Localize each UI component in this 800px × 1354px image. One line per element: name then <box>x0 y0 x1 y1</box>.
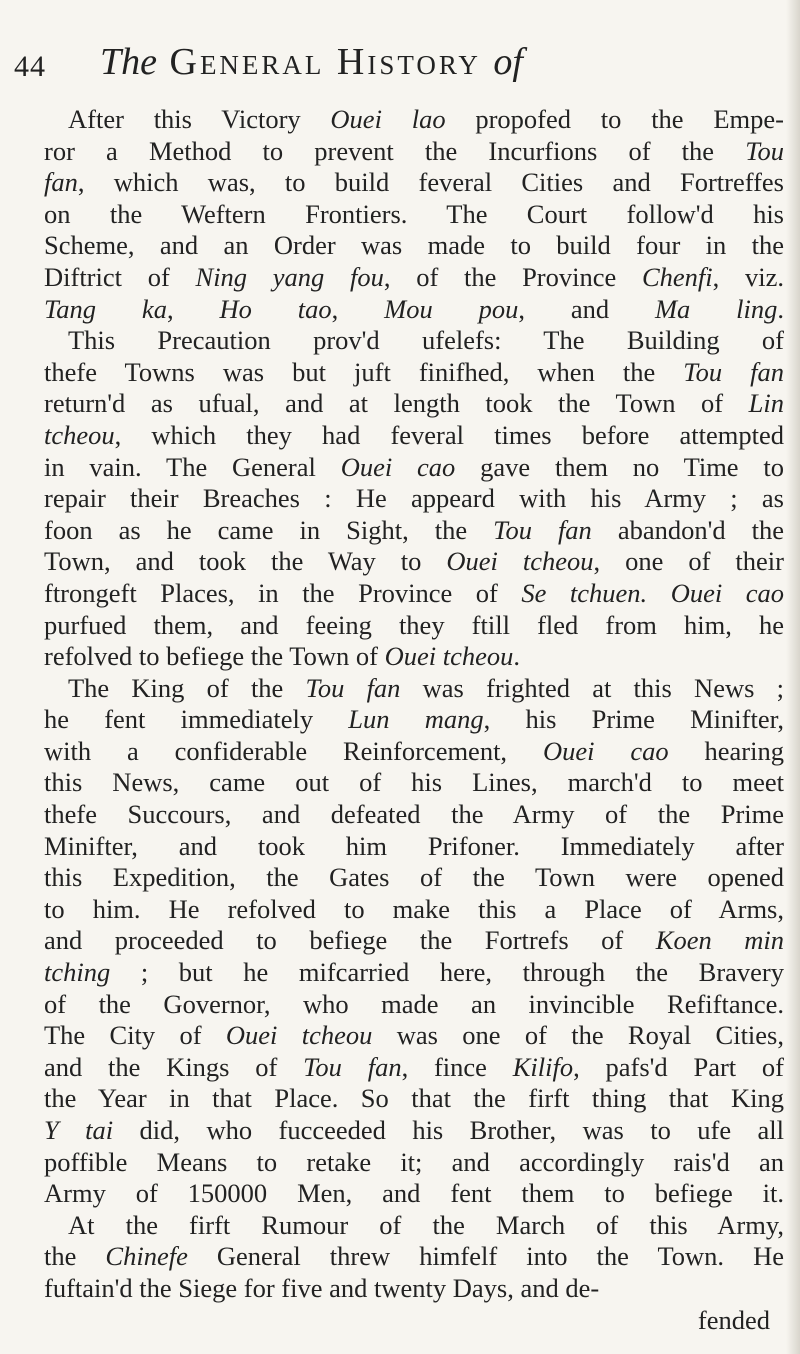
italic-text: Tang ka <box>44 293 167 324</box>
text-run: , of the Province <box>383 261 642 292</box>
italic-text: Tou fan <box>303 1051 402 1082</box>
text-run: to him. He refolved to make this a Place of Arms, <box>44 893 784 924</box>
text-line <box>44 388 784 420</box>
text-run: Army of 150000 Men, and fent them to befiege it. <box>44 1178 784 1209</box>
italic-text: Ma ling <box>654 293 778 324</box>
body-text <box>44 104 784 1336</box>
text-run: , his Prime Minifter, <box>483 704 784 735</box>
italic-text: Y tai <box>44 1115 114 1145</box>
text-run: gave them no Time to <box>455 451 784 482</box>
italic-text: Ouei cao <box>542 735 669 766</box>
text-line <box>44 230 784 262</box>
text-run: this Expedition, the Gates of the Town were opened <box>44 862 784 893</box>
text-line <box>44 420 784 452</box>
text-run: , and <box>518 293 655 324</box>
text-run: purfued them, and feeing they ftill fled from him, he <box>44 609 784 640</box>
text-run: Scheme, and an Order was made to build four in the <box>44 230 784 261</box>
text-run: and the Kings of <box>44 1051 304 1082</box>
text-run: . <box>777 293 785 324</box>
text-line <box>44 831 784 863</box>
italic-text: Kilifo <box>512 1051 574 1082</box>
text-line <box>44 1210 784 1242</box>
text-run: , viz. <box>712 261 785 292</box>
text-run: and proceeded to befiege the Fortrefs of <box>44 925 656 956</box>
italic-text: Ouei cao <box>340 451 456 482</box>
text-line <box>44 1178 784 1210</box>
italic-text: Koen min <box>655 925 784 956</box>
italic-text: Mou pou <box>384 293 519 324</box>
italic-text: Tou fan <box>683 356 784 387</box>
text-run: Diftrict of <box>44 261 196 292</box>
text-run: the Year in that Place. So that the firft thing that King <box>44 1083 784 1114</box>
text-line <box>44 515 784 547</box>
text-run: , which they had feveral times before attempted <box>114 419 784 450</box>
text-line <box>44 1305 784 1337</box>
text-run: , one of their <box>593 546 784 577</box>
italic-text: Ouei tcheou <box>384 641 514 672</box>
text-line <box>44 641 784 673</box>
italic-text: tcheou <box>44 419 115 450</box>
italic-text: Ning yang fou <box>195 261 384 292</box>
text-run: , <box>166 293 220 324</box>
text-run: , <box>331 293 385 324</box>
text-run: he fent immediately <box>44 704 349 735</box>
text-line <box>44 957 784 989</box>
text-line <box>44 483 784 515</box>
text-line <box>44 136 784 168</box>
text-run: , pafs'd Part of <box>573 1051 784 1082</box>
italic-text: tching <box>44 957 111 988</box>
text-line <box>44 1020 784 1052</box>
italic-text: Lun mang <box>348 704 484 735</box>
italic-text: Lin <box>748 388 784 419</box>
italic-text: Ho tao <box>219 293 332 324</box>
text-line <box>44 1273 784 1305</box>
text-run: foon as he came in Sight, the <box>44 514 494 545</box>
text-run: fended <box>697 1304 770 1335</box>
text-line <box>44 546 784 578</box>
text-line <box>44 325 784 357</box>
text-line <box>44 704 784 736</box>
text-run: this News, came out of his Lines, march'd to meet <box>44 767 784 798</box>
text-run: on the Weftern Frontiers. The Court follow'd his <box>44 198 784 229</box>
italic-text: Ouei tcheou <box>225 1020 373 1051</box>
text-run: did, who fucceeded his Brother, was to ufe all <box>113 1115 784 1145</box>
text-run: ror a Method to prevent the Incurfions of the <box>44 135 746 166</box>
text-run: of the Governor, who made an invincible Refiftance. <box>44 988 784 1019</box>
text-run: with a confiderable Reinforcement, <box>44 735 543 766</box>
text-line <box>44 452 784 484</box>
text-line <box>44 1115 784 1147</box>
text-line <box>44 262 784 294</box>
text-line <box>44 610 784 642</box>
text-run: was frighted at this News ; <box>400 672 784 703</box>
text-run: The City of <box>44 1020 226 1051</box>
italic-text: Chinefe <box>105 1241 188 1272</box>
italic-text: Chenfi <box>642 261 713 292</box>
italic-text: Ouei tcheou <box>446 546 594 577</box>
text-line <box>44 799 784 831</box>
italic-text: Ouei lao <box>330 104 446 134</box>
text-run: Town, and took the Way to <box>44 546 447 577</box>
text-run: , fince <box>401 1051 513 1082</box>
text-run: thefe Succours, and defeated the Army of the Prime <box>44 799 784 830</box>
text-run: fuftain'd the Siege for five and twenty Days, and de- <box>44 1272 600 1303</box>
text-line <box>44 1147 784 1179</box>
page-number: 44 <box>14 50 46 83</box>
text-run: . <box>513 641 520 672</box>
text-run: return'd as ufual, and at length took the Town of <box>44 388 749 419</box>
text-line <box>44 925 784 957</box>
text-run: After this Victory <box>68 104 331 134</box>
text-run: thefe Towns was but juft finifhed, when the <box>44 356 684 387</box>
text-run: ; but he mifcarried here, through the Bravery <box>110 957 784 988</box>
text-line <box>44 199 784 231</box>
page-edge <box>786 0 800 1354</box>
running-title <box>100 40 523 84</box>
text-run: This Precaution prov'd ufelefs: The Building of <box>68 325 784 356</box>
text-run: was one of the Royal Cities, <box>372 1020 784 1051</box>
text-line <box>44 167 784 199</box>
text-line <box>44 1241 784 1273</box>
text-run: The King of the <box>68 672 306 703</box>
italic-text: Se tchuen. Ouei cao <box>521 577 784 608</box>
text-run: , which was, to build feveral Cities and Fortreffes <box>77 167 784 198</box>
text-line <box>44 767 784 799</box>
text-run: hearing <box>668 735 784 766</box>
text-line <box>44 862 784 894</box>
running-title-of: of <box>493 41 523 83</box>
text-line <box>44 894 784 926</box>
text-run: General threw himfelf into the Town. He <box>187 1241 784 1272</box>
italic-text: Tou fan <box>305 672 401 703</box>
italic-text: fan <box>44 167 78 198</box>
running-title-the: The <box>100 41 157 83</box>
text-line <box>44 736 784 768</box>
text-line <box>44 1083 784 1115</box>
text-line <box>44 578 784 610</box>
text-line <box>44 673 784 705</box>
page-header <box>0 40 800 88</box>
text-run: At the firft Rumour of the March of this Army, <box>68 1209 784 1240</box>
text-line <box>44 989 784 1021</box>
text-line <box>44 357 784 389</box>
text-line <box>44 1052 784 1084</box>
running-title-main: General History <box>169 41 481 83</box>
text-run: propofed to the Empe- <box>445 104 784 134</box>
text-line <box>44 294 784 326</box>
text-line <box>44 104 784 136</box>
text-run: the <box>44 1241 106 1272</box>
italic-text: Tou fan <box>493 514 592 545</box>
text-run: in vain. The General <box>44 451 341 482</box>
text-run: Minifter, and took him Prifoner. Immediately after <box>44 830 784 861</box>
text-run: ftrongeft Places, in the Province of <box>44 577 522 608</box>
italic-text: Tou <box>745 135 784 166</box>
text-run: refolved to befiege the Town of <box>44 641 385 672</box>
text-run: abandon'd the <box>591 514 784 545</box>
text-run: poffible Means to retake it; and accordingly rais'd an <box>44 1146 784 1177</box>
text-run: repair their Breaches : He appeard with his Army ; as <box>44 483 784 514</box>
